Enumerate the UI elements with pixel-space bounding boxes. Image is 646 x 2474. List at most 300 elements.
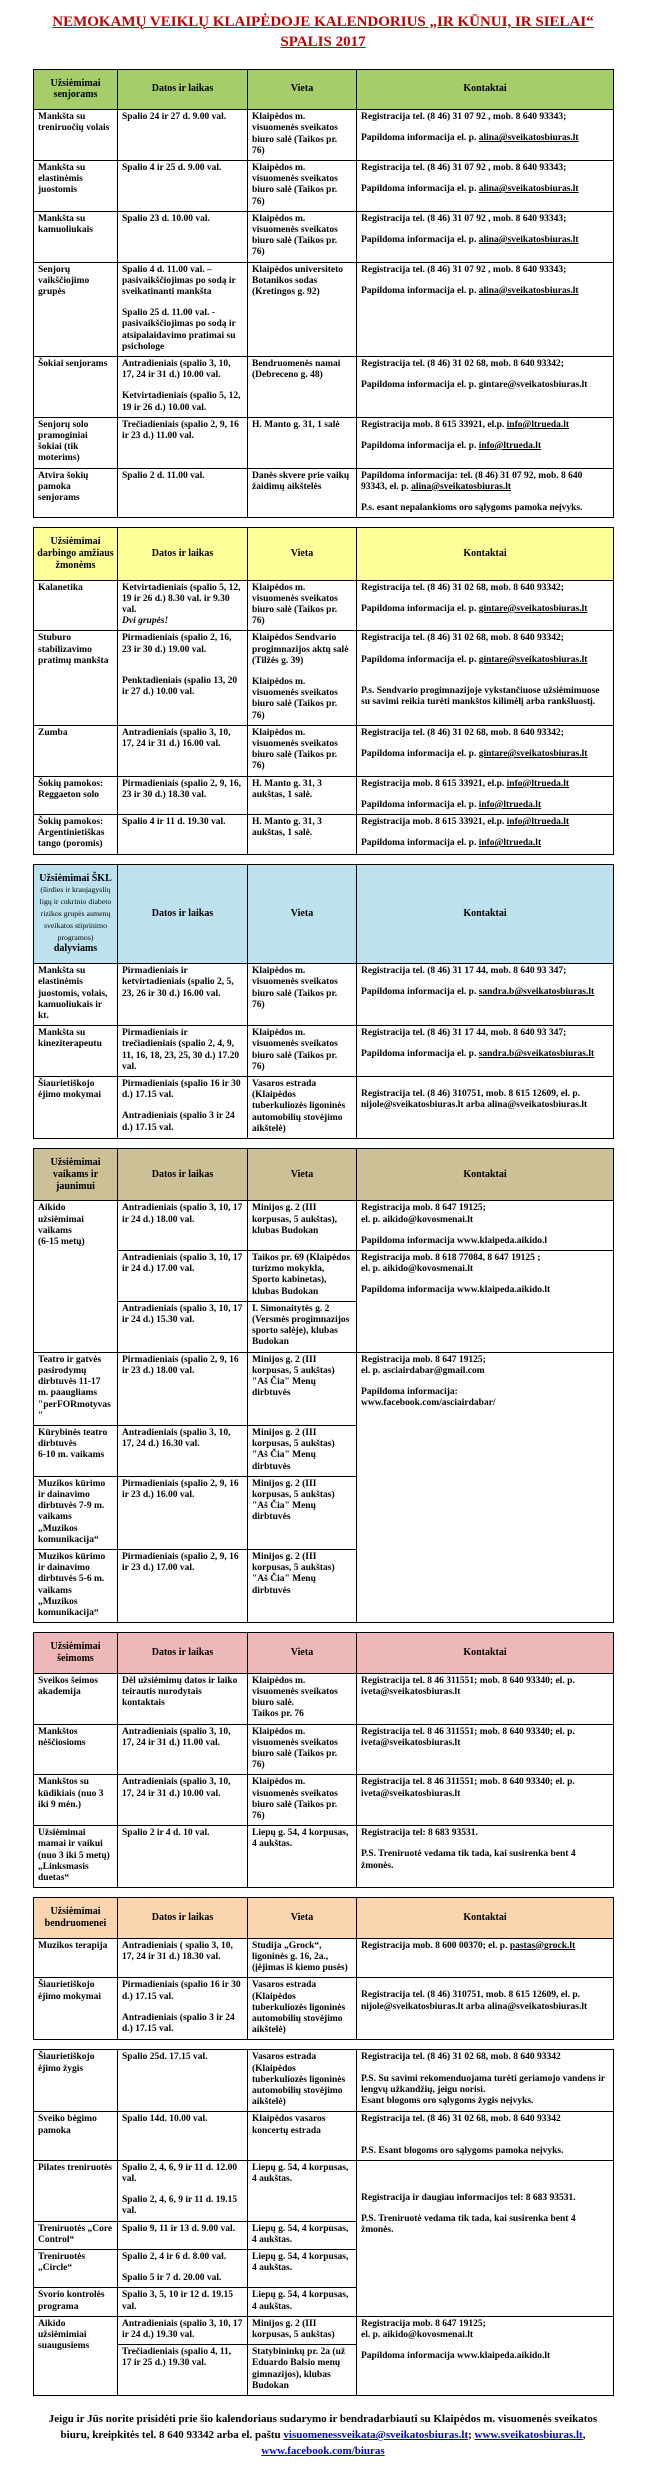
header-venue: Vieta	[248, 1149, 357, 1201]
text-segment: Spalio 25d. 17.15 val.	[122, 2052, 208, 2063]
text-line	[38, 112, 113, 134]
cell-contacts	[357, 1938, 614, 1978]
text-segment: Stuburo stabilizavimo pratimų mankšta	[38, 633, 109, 666]
text-line	[361, 112, 609, 123]
text-segment: Papildoma informacija el. p.	[361, 654, 479, 665]
cell-venue	[248, 2221, 357, 2249]
text-segment: H. Manto g. 31, 3 aukštas, 1 salė.	[252, 778, 322, 800]
footer-text: Jeigu ir Jūs norite prisidėti prie šio kalendoriaus sudarymo ir bendradarbiauti su Klaipėdos m. visuomenės sveikatos biuru, kreipkitės tel. 8 640 93342 arba el. paštu	[48, 2413, 598, 2442]
header-dates: Datos ir laikas	[118, 1149, 248, 1201]
activity-row	[34, 211, 614, 262]
text-line	[38, 790, 113, 801]
text-segment: Minijos g. 2 (III korpusas, 5 aukštas)	[252, 2318, 335, 2341]
text-segment: Spalio 9, 11 ir 13 d. 9.00 val.	[122, 2223, 236, 2234]
email-link[interactable]: sandra.b@sveikatosbiuras.lt	[478, 987, 595, 998]
text-segment: Registracija tel. (8 46) 31 07 92 , mob. 8 640 93343;	[361, 264, 567, 275]
text-segment: Vasaros estrada	[252, 1079, 317, 1090]
text-line	[361, 1203, 609, 1214]
activity-row	[34, 262, 614, 356]
text-line	[122, 1980, 243, 2002]
cell-dates	[118, 1549, 248, 1622]
section-seimoms	[33, 1632, 614, 1888]
footer-note	[33, 2412, 613, 2460]
text-line	[361, 2096, 609, 2107]
text-line	[361, 838, 609, 849]
text-line	[252, 817, 352, 839]
blank-line	[361, 276, 609, 286]
text-segment: Mankštos su kūdikiais (nuo 3 iki 9 mėn.)	[38, 1777, 104, 1810]
cell-activity	[34, 1826, 118, 1888]
text-segment: Antradieniais (spalio 3, 10, 17, 24 ir 31 d.) 16.00 val.	[122, 727, 231, 750]
email-link[interactable]: info@ltrueda.lt	[506, 817, 570, 828]
cell-contacts	[357, 110, 614, 161]
header-activity-group	[34, 69, 118, 110]
text-segment: Liepų g. 54, 4 korpusas, 4 aukštas.	[252, 2290, 349, 2312]
email-link[interactable]: gintare@sveikatosbiuras.lt	[478, 749, 588, 760]
text-line	[38, 966, 113, 1022]
blank-line	[361, 828, 609, 838]
text-segment: Antradieniais (spalio 3, 10, 17 ir 24 d.) 19.30 val.	[122, 2318, 243, 2341]
text-line	[361, 686, 609, 708]
section-title-tail: dalyviams	[53, 943, 98, 955]
blank-line	[361, 1079, 609, 1089]
text-segment: Studija „Grock“, ligoninės g. 16, 2a., (įėjimas iš kiemo pusės)	[252, 1940, 348, 1974]
cell-venue	[248, 2160, 357, 2221]
cell-activity	[34, 468, 118, 518]
activity-row	[34, 2316, 614, 2344]
text-segment: Svorio kontrolės programa	[38, 2290, 105, 2312]
text-segment: I. Simonaitytės g. 2 (Versmės progimnazijos sporto salėje), klubas Budokan	[252, 1303, 350, 1348]
text-line	[252, 2163, 352, 2185]
blank-line	[361, 123, 609, 133]
activity-row	[34, 468, 614, 518]
text-line	[38, 2319, 113, 2353]
header-activity-group	[34, 1149, 118, 1201]
activity-row	[34, 417, 614, 468]
activity-row	[34, 1673, 614, 1724]
text-line	[252, 2252, 352, 2274]
blank-line	[361, 1275, 609, 1285]
text-segment: Pirmadieniais (spalio 16 ir 30 d.) 17.15 val.	[122, 1079, 241, 1101]
cell-venue	[248, 2112, 357, 2160]
text-line	[38, 1980, 113, 2002]
text-segment: P.S. Treniruotė vedama tik tada, kai susirenka bent 4 žmonės.	[361, 1849, 576, 1871]
text-line	[361, 1089, 609, 1111]
cell-activity	[34, 1938, 118, 1978]
text-segment: Sveikos šeimos akademija	[38, 1675, 98, 1697]
cell-dates	[118, 2345, 248, 2396]
text-line	[252, 1028, 352, 1073]
header-venue: Vieta	[248, 1898, 357, 1939]
section-title: Užsiėmimai šeimoms	[50, 1641, 101, 1664]
text-line	[252, 1709, 352, 1720]
text-line	[122, 2163, 243, 2185]
text-segment: Papildoma informacija www.klaipeda.aikido.lt	[361, 2351, 551, 2362]
blank-line	[361, 1980, 609, 1990]
cell-contacts	[357, 1775, 614, 1826]
cell-venue	[248, 1826, 357, 1888]
cell-venue	[248, 1938, 357, 1978]
text-segment: Registracija mob. 8 647 19125;	[361, 1354, 486, 1365]
text-segment: Spalio 3, 5, 10 ir 12 d. 19.15 val.	[122, 2290, 233, 2312]
cell-contacts	[357, 815, 614, 855]
cell-dates	[118, 468, 248, 518]
cell-activity	[34, 1673, 118, 1724]
text-segment: Minijos g. 2 (III korpusas, 5 aukštas), klubas Budokan	[252, 1203, 337, 1236]
text-segment: Antradieniais (spalio 3, 10, 17, 24 ir 31 d.) 11.00 val.	[122, 1726, 231, 1748]
text-segment: Šiaurietiškojo ėjimo mokymai	[38, 1079, 102, 1101]
text-segment: Papildoma informacija el. p.	[361, 184, 479, 195]
text-line	[361, 471, 609, 493]
text-segment: (Klaipėdos tuberkuliozės ligoninės automobilių stovėjimo aikštelė)	[252, 1991, 346, 2036]
cell-venue	[248, 211, 357, 262]
text-line	[361, 1264, 609, 1275]
section-vaikams-jaunimui	[33, 1148, 614, 1623]
text-line	[38, 1552, 113, 1619]
blank-line	[361, 1226, 609, 1236]
text-segment: Papildoma informacija el. p.	[361, 440, 479, 451]
text-line	[122, 391, 243, 413]
text-segment: Registracija tel. (8 46) 31 02 68, mob. 8 640 93342	[361, 2114, 561, 2125]
text-line	[252, 1727, 352, 1772]
cell-venue	[248, 1201, 357, 1251]
activity-row	[34, 356, 614, 417]
text-line	[122, 163, 243, 174]
cell-activity	[34, 2316, 118, 2395]
activity-row	[34, 1978, 614, 2040]
cell-dates	[118, 1775, 248, 1826]
text-segment: Papildoma informacija www.klaipeda.aikido.l	[361, 1235, 548, 1246]
email-link[interactable]: pastas@grock.lt	[509, 1940, 576, 1951]
text-segment: Ketvirtadieniais (spalio 5, 12, 19 ir 26 d.) 8.30 val. ir 9.30 val.	[122, 582, 241, 615]
cell-venue	[248, 1724, 357, 1775]
section-header-row	[34, 1633, 614, 1674]
text-line	[38, 420, 113, 465]
footer-email-link[interactable]: visuomenessveikata@sveikatosbiuras.lt	[283, 2429, 469, 2442]
blank-line	[361, 2183, 609, 2193]
title-line-1: NEMOKAMŲ VEIKLŲ KLAIPĖDOJE KALENDORIUS „IR KŪNUI, IR SIELAI“	[52, 14, 594, 30]
text-segment: Registracija tel. (8 46) 310751, mob. 8 615 12609, el. p. nijole@sveikatosbiuras.lt arba alina@sveikatosbiuras.lt	[361, 1089, 588, 1111]
text-segment: Registracija tel. 8 46 311551; mob. 8 640 93340; el. p. iveta@sveikatosbiuras.lt	[361, 1675, 575, 1697]
text-line	[122, 2052, 243, 2063]
blank-line	[361, 225, 609, 235]
text-line	[361, 1236, 609, 1247]
cell-activity	[34, 1077, 118, 1139]
activity-row	[34, 580, 614, 631]
text-segment: Papildoma informacija el. p.	[361, 133, 479, 144]
text-segment: Papildoma informacija el. p.	[361, 285, 479, 296]
text-line	[361, 1285, 609, 1296]
text-segment: Taikos pr. 76	[252, 1709, 304, 1720]
text-line	[361, 633, 609, 644]
text-segment: Liepų g. 54, 4 korpusas, 4 aukštas.	[252, 2223, 349, 2245]
text-segment: Spalio 24 ir 27 d. 9.00 val.	[122, 112, 227, 123]
text-line	[361, 1049, 609, 1060]
text-line	[361, 2074, 609, 2096]
text-line	[252, 1828, 352, 1850]
activity-row	[34, 2160, 614, 2221]
text-line	[38, 1428, 113, 1450]
text-line	[361, 604, 609, 615]
text-segment: Minijos g. 2 (III korpusas, 5 aukštas) "Aš Čia" Menų dirbtuvės	[252, 1478, 335, 1523]
text-segment: Registracija mob. 8 618 77084, 8 647 19125 ;	[361, 1253, 541, 1264]
cell-dates	[118, 1938, 248, 1978]
text-segment: Vasaros estrada	[252, 2052, 317, 2063]
text-line	[252, 677, 352, 722]
text-segment: Spalio 14d. 10.00 val.	[122, 2114, 208, 2125]
email-link[interactable]: gintare@sveikatosbiuras.lt	[478, 654, 588, 665]
activity-row	[34, 2112, 614, 2160]
text-line	[122, 1203, 243, 1225]
text-line	[252, 1203, 352, 1237]
header-contacts: Kontaktai	[357, 864, 614, 964]
email-link[interactable]: info@ltrueda.lt	[478, 799, 542, 810]
cell-dates	[118, 1301, 248, 1352]
cell-venue	[248, 1978, 357, 2040]
text-line	[122, 308, 243, 353]
text-segment: Treniruotės „Core Control“	[38, 2223, 113, 2245]
text-line	[361, 1777, 609, 1799]
email-link[interactable]: alina@sveikatosbiuras.lt	[478, 234, 579, 245]
text-line	[38, 1479, 113, 1546]
text-line	[38, 1941, 113, 1952]
text-segment: Antradieniais (spalio 3 ir 24 d.) 17.15 val.	[122, 1111, 235, 1133]
text-segment: el. p. asciairdabar@gmail.com	[361, 1365, 485, 1376]
header-dates: Datos ir laikas	[118, 864, 248, 964]
text-line	[361, 359, 609, 370]
section-skl	[33, 864, 614, 1139]
footer-separator: ,	[582, 2429, 586, 2442]
footer-website-link[interactable]: www.sveikatosbiuras.lt	[474, 2429, 583, 2442]
blank-line	[361, 1039, 609, 1049]
text-line	[122, 2224, 243, 2235]
email-link[interactable]: info@ltrueda.lt	[506, 778, 570, 789]
text-segment: Registracija tel. (8 46) 31 07 92 , mob. 8 640 93343;	[361, 112, 567, 123]
cell-activity	[34, 211, 118, 262]
cell-activity	[34, 1476, 118, 1549]
cell-activity	[34, 815, 118, 855]
cell-activity	[34, 580, 118, 631]
cell-dates	[118, 580, 248, 631]
text-segment: Klaipėdos m. visuomenės sveikatos biuro salė (Taikos pr. 76)	[252, 1777, 338, 1821]
cell-activity	[34, 1978, 118, 2040]
cell-contacts	[357, 1673, 614, 1724]
cell-venue	[248, 2250, 357, 2288]
cell-activity	[34, 2160, 118, 2221]
section-title: Užsiėmimai ŠKL	[39, 872, 112, 884]
text-line	[122, 2114, 243, 2125]
cell-venue	[248, 1077, 357, 1139]
text-segment: Papildoma informacija el. p.	[361, 603, 479, 614]
email-link[interactable]: alina@sveikatosbiuras.lt	[411, 481, 512, 492]
text-segment: Papildoma informacija el. p.	[361, 749, 479, 760]
text-segment: Klaipėdos m. visuomenės sveikatos biuro salė (Taikos pr. 76)	[252, 677, 338, 721]
cell-venue	[248, 1775, 357, 1826]
text-segment: Mankštos nėščiosioms	[38, 1726, 86, 1748]
text-segment: Šokių pamokos:	[38, 817, 104, 828]
text-segment: 6-10 m. vaikams	[38, 1450, 105, 1461]
text-line	[252, 1428, 352, 1473]
text-segment: Registracija tel. (8 46) 31 07 92 , mob. 8 640 93343;	[361, 213, 567, 224]
cell-contacts	[357, 2316, 614, 2395]
blank-line	[361, 666, 609, 676]
text-segment: Spalio 5 ir 7 d. 20.00 val.	[122, 2273, 222, 2284]
cell-contacts	[357, 160, 614, 211]
cell-contacts	[357, 1352, 614, 1622]
text-line	[122, 817, 243, 828]
calendar-tables	[33, 69, 613, 2397]
text-segment: Antradieniais (spalio 3, 10, 17 ir 24 d.) 17.00 val.	[122, 1253, 243, 1275]
footer-separator: ;	[468, 2429, 475, 2442]
cell-activity	[34, 2050, 118, 2112]
text-line	[122, 779, 243, 801]
cell-venue	[248, 2316, 357, 2344]
cell-venue	[248, 110, 357, 161]
text-line	[122, 1828, 243, 1839]
text-line	[122, 1079, 243, 1101]
text-line	[38, 1676, 113, 1698]
text-line	[252, 1777, 352, 1822]
email-link[interactable]: alina@sveikatosbiuras.lt	[478, 285, 579, 296]
email-link[interactable]: info@ltrueda.lt	[478, 440, 542, 451]
cell-dates	[118, 2050, 248, 2112]
cell-dates	[118, 1476, 248, 1549]
text-segment: (Klaipėdos tuberkuliozės ligoninės automobilių stovėjimo aikštelė)	[252, 1090, 346, 1134]
cell-dates	[118, 2316, 248, 2344]
text-line	[122, 2347, 243, 2369]
email-link[interactable]: alina@sveikatosbiuras.lt	[478, 133, 579, 144]
text-line	[361, 1727, 609, 1749]
text-line	[122, 728, 243, 750]
text-line	[361, 286, 609, 297]
email-link[interactable]: info@ltrueda.lt	[478, 838, 542, 849]
blank-line	[361, 1377, 609, 1387]
cell-contacts	[357, 2160, 614, 2316]
text-line	[252, 214, 352, 259]
note-italic	[122, 616, 243, 627]
cell-contacts	[357, 2112, 614, 2160]
cell-dates	[118, 1826, 248, 1888]
text-line	[252, 471, 352, 493]
text-segment: Senjorų solo pramoginiai šokiai (tik moterims)	[38, 419, 89, 464]
cell-dates	[118, 356, 248, 417]
header-contacts: Kontaktai	[357, 1633, 614, 1674]
text-line	[252, 1676, 352, 1710]
text-line	[38, 1828, 113, 1884]
header-dates: Datos ir laikas	[118, 1633, 248, 1674]
blank-line	[361, 2136, 609, 2146]
cell-venue	[248, 580, 357, 631]
text-segment: Minijos g. 2 (III korpusas, 5 aukštas) "Aš Čia" Menų dirbtuvės	[252, 1427, 335, 1472]
text-line	[122, 1941, 243, 1963]
cell-venue	[248, 631, 357, 725]
header-activity-group	[34, 864, 118, 964]
blank-line	[122, 666, 243, 676]
text-segment: Klaipėdos m. visuomenės sveikatos biuro salė.	[252, 1675, 338, 1709]
page-title	[33, 12, 613, 53]
cell-dates	[118, 1673, 248, 1724]
text-segment: Atvira šokių pamoka senjorams	[38, 470, 89, 503]
header-activity-group	[34, 528, 118, 580]
text-segment: Papildoma informacija el. p.	[361, 838, 479, 849]
blank-line	[122, 2263, 243, 2273]
cell-contacts	[357, 262, 614, 356]
email-link[interactable]: alina@sveikatosbiuras.lt	[478, 184, 579, 195]
cell-contacts	[357, 356, 614, 417]
cell-dates	[118, 1724, 248, 1775]
text-segment: P.S. Treniruotė vedama tik tada, kai susirenka bent 4 žmonės.	[361, 2214, 576, 2236]
text-segment: el. p. aikido@kovosmenai.lt	[361, 1214, 474, 1225]
text-segment: Klaipėdos m. visuomenės sveikatos biuro salė (Taikos pr. 76)	[252, 966, 338, 1010]
text-line	[361, 2351, 609, 2362]
text-segment: Registracija mob. 8 615 33921, el.p.	[361, 817, 507, 828]
text-line	[361, 1990, 609, 2012]
text-segment: Aikido užsiėmimiai suaugusiems	[38, 2318, 90, 2352]
text-segment: Klaipėdos Sendvario progimnazijos aktų salė (Tilžės g. 39)	[252, 633, 349, 666]
blank-line	[361, 1839, 609, 1849]
text-line	[361, 1849, 609, 1871]
email-link[interactable]: gintare@sveikatosbiuras.lt	[478, 603, 588, 614]
text-line	[252, 1552, 352, 1597]
cell-contacts	[357, 1724, 614, 1775]
text-line	[361, 655, 609, 666]
blank-line	[361, 2204, 609, 2214]
text-line	[252, 1980, 352, 1991]
text-line	[361, 2330, 609, 2341]
email-link[interactable]: sandra.b@sveikatosbiuras.lt	[478, 1049, 595, 1060]
email-link[interactable]: info@ltrueda.lt	[506, 419, 570, 430]
text-segment: Spalio 2, 4, 6, 9 ir 11 d. 12.00 val.	[122, 2162, 238, 2185]
cell-activity	[34, 262, 118, 356]
cell-dates	[118, 2160, 248, 2221]
text-segment: Statybininkų pr. 2a (už Eduardo Balsio menų gimnazijos), klubas Budokan	[252, 2347, 346, 2391]
text-line	[38, 583, 113, 594]
text-line	[361, 779, 609, 790]
text-line	[252, 633, 352, 667]
text-line	[361, 817, 609, 828]
cell-dates	[118, 110, 248, 161]
text-segment: Registracija tel. (8 46) 31 17 44, mob. 8 640 93 347;	[361, 966, 567, 977]
text-line	[252, 1304, 352, 1349]
cell-contacts	[357, 1077, 614, 1139]
text-segment: Pirmadieniais ir ketvirtadieniais (spalio 2, 5, 23, 26 ir 30 d.) 16.00 val.	[122, 966, 234, 999]
activity-row	[34, 1077, 614, 1139]
text-segment: Danės skvere prie vaikų žaidimų aikštelės	[252, 470, 350, 492]
cell-venue	[248, 1352, 357, 1425]
text-segment: Spalio 25 d. 11.00 val. - pasivaikščiojimas po sodą ir atsipalaidavimo pratimai su psichologe	[122, 308, 236, 352]
section-title: Užsiėmimai vaikams ir jaunimui	[50, 1157, 101, 1192]
text-segment: Ketvirtadieniais (spalio 5, 12, 19 ir 26 d.) 10.00 val.	[122, 391, 241, 413]
text-segment: Antradieniais (spalio 3, 10, 17, 24 ir 31 d.) 10.00 val.	[122, 1777, 231, 1799]
blank-line	[361, 174, 609, 184]
text-segment: Liepų g. 54, 4 korpusas, 4 aukštas.	[252, 2252, 349, 2274]
text-line	[252, 728, 352, 773]
text-segment: Pirmadieniais (spalio 2, 9, 16 ir 23 d.) 17.00 val.	[122, 1551, 239, 1574]
text-line	[38, 214, 113, 236]
text-segment: Spalio 4 ir 11 d. 19.30 val.	[122, 817, 226, 828]
section-title: Užsiėmimai senjorams	[50, 77, 101, 101]
cell-contacts	[357, 1026, 614, 1077]
text-segment: P.S. Esant blogoms oro sąlygoms pamoka neįvyks.	[361, 2145, 564, 2156]
text-segment: Registracija mob. 8 647 19125;	[361, 1203, 486, 1214]
cell-activity	[34, 110, 118, 161]
footer-facebook-link[interactable]: www.facebook.com/biuras	[261, 2444, 385, 2457]
text-line	[252, 2347, 352, 2392]
text-line	[122, 2319, 243, 2341]
text-line	[122, 1111, 243, 1133]
text-line	[361, 503, 609, 514]
text-segment: Pirmadieniais (spalio 2, 9, 16, 23 ir 30 d.) 18.30 val.	[122, 778, 242, 800]
